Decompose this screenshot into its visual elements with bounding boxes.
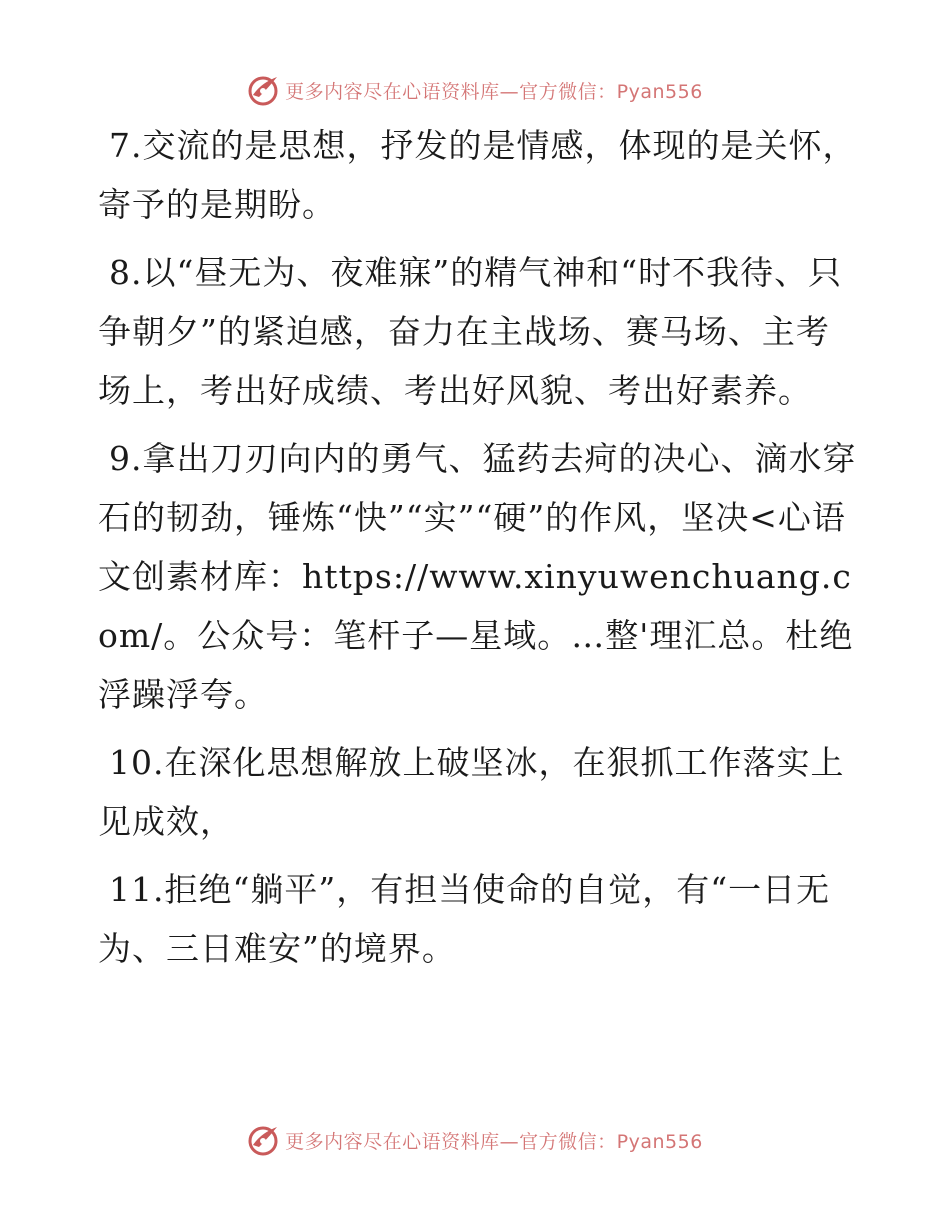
paragraph-11: 11.拒绝“躺平”，有担当使命的自觉，有“一日无为、三日难安”的境界。: [98, 870, 831, 968]
footer-watermark: [0, 1120, 950, 1160]
paragraph-10: 10.在深化思想解放上破坚冰，在狠抓工作落实上见成效，: [98, 743, 845, 841]
paragraph-8: 8.以“昼无为、夜难寐”的精气神和“时不我待、只争朝夕”的紧迫感，奋力在主战场、赛马场、主考场上，考出好成绩、考出好风貌、考出好素养。: [98, 253, 843, 410]
header-banner-text: 更多内容尽在心语资料库—官方微信：Pyan556: [285, 80, 703, 103]
pen-logo-icon: [247, 1123, 281, 1157]
footer-banner-text: 更多内容尽在心语资料库—官方微信：Pyan556: [285, 1130, 703, 1153]
header-watermark: [0, 70, 950, 110]
paragraph-9: 9.拿出刀刃向内的勇气、猛药去疴的决心、滴水穿石的韧劲，锤炼“快”“实”“硬”的作风，坚决<心语文创素材库：https://www.xinyuwenchuang.com/。公众号：笔杆子—星域。…整'理汇总。杜绝浮躁浮夸。: [98, 439, 857, 714]
paragraph-7: 7.交流的是思想，抒发的是情感，体现的是关怀，寄予的是期盼。: [98, 126, 857, 224]
document-body: [98, 116, 858, 987]
pen-logo-icon: [247, 73, 281, 107]
